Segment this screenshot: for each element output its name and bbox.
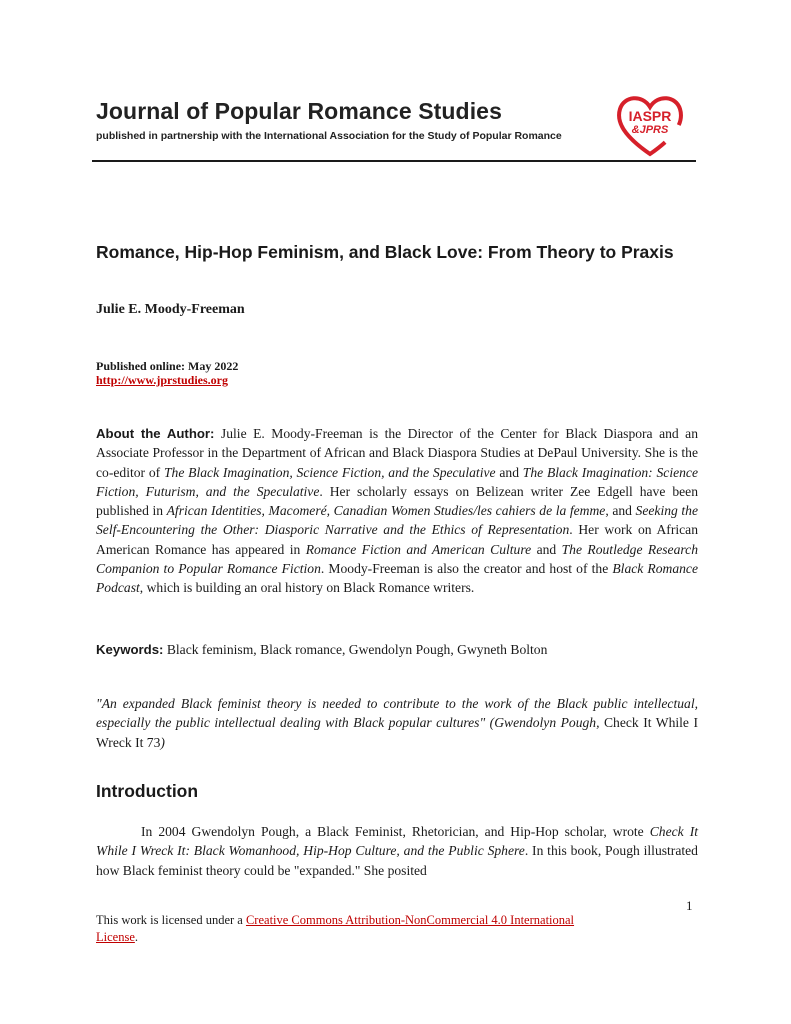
about-text: . Moody-Freeman is also the creator and host of the [320, 561, 613, 577]
epigraph-text: "An expanded Black feminist theory is needed to contribute to the work of the Black public intellectual, especially the public intellectual dealing with Black popular cultures" (Gwendolyn Pough, [96, 696, 698, 731]
epigraph-quote [96, 694, 698, 752]
journal-subtitle: published in partnership with the International Association for the Study of Popular Romance [96, 130, 562, 142]
about-title: Black Romance Podcast [96, 561, 699, 596]
epigraph-source-title: Check It While I Wreck It 73 [96, 715, 698, 750]
heart-logo-icon [614, 92, 686, 158]
author-name: Julie E. Moody-Freeman [96, 302, 245, 317]
about-title: African Identities, Macomeré, Canadian Women Studies/les cahiers de la femme [166, 503, 606, 519]
about-text: and [495, 464, 523, 480]
about-text: , and [605, 503, 636, 519]
keywords-list: Black feminism, Black romance, Gwendolyn Pough, Gwyneth Bolton [163, 642, 548, 657]
about-title: The Black Imagination: Science Fiction, Futurism, and the Speculative [96, 464, 698, 499]
intro-text: . In this book, Pough illustrated how Black feminist theory could be "expanded." She posited [96, 843, 698, 878]
journal-url-link[interactable]: http://www.jprstudies.org [96, 373, 229, 387]
about-author-label: About the Author: [96, 426, 215, 441]
introduction-heading: Introduction [96, 781, 199, 801]
epigraph-text: ) [160, 734, 165, 750]
about-text: Julie E. Moody-Freeman is the Director of the Center for Black Diaspora and an Associate Professor in the Department of African and Black Diaspora Studies at DePaul University. She is the co-editor of [96, 426, 698, 480]
license-link[interactable]: Creative Commons Attribution-NonCommercial 4.0 International License [96, 913, 575, 944]
about-text: . Her scholarly essays on Belizean writer Zee Edgell have been published in [96, 483, 699, 519]
about-text: . Her work on African American Romance has appeared in [96, 522, 698, 557]
license-notice [96, 912, 616, 946]
keywords-label: Keywords: [96, 642, 164, 657]
about-text: , which is building an oral history on Black Romance writers. [139, 580, 475, 596]
header-divider [92, 160, 696, 162]
license-prefix: This work is licensed under a [96, 913, 246, 927]
logo-text-secondary: &JPRS [631, 124, 669, 136]
about-title: Seeking the Self-Encountering the Other: Diasporic Narrative and the Ethics of Representation [96, 503, 699, 538]
license-suffix: . [134, 930, 138, 944]
journal-title: Journal of Popular Romance Studies [96, 98, 502, 124]
logo-text-primary: IASPR [628, 108, 672, 124]
about-title: Romance Fiction and American Culture [305, 541, 532, 557]
article-title: Romance, Hip-Hop Feminism, and Black Love: From Theory to Praxis [96, 242, 674, 262]
introduction-paragraph [96, 822, 698, 880]
about-text: and [531, 541, 562, 557]
intro-text: In 2004 Gwendolyn Pough, a Black Feminist, Rhetorician, and Hip-Hop scholar, wrote [141, 824, 650, 839]
publication-date: Published online: May 2022 [96, 359, 239, 373]
about-author-paragraph [96, 424, 698, 598]
page-number: 1 [686, 898, 693, 913]
about-title: The Black Imagination, Science Fiction, and the Speculative [163, 464, 496, 480]
keywords-paragraph [96, 640, 698, 659]
intro-book-title: Check It While I Wreck It: Black Womanhood, Hip-Hop Culture, and the Public Sphere [96, 824, 698, 859]
about-title: The Routledge Research Companion to Popular Romance Fiction [96, 541, 698, 577]
